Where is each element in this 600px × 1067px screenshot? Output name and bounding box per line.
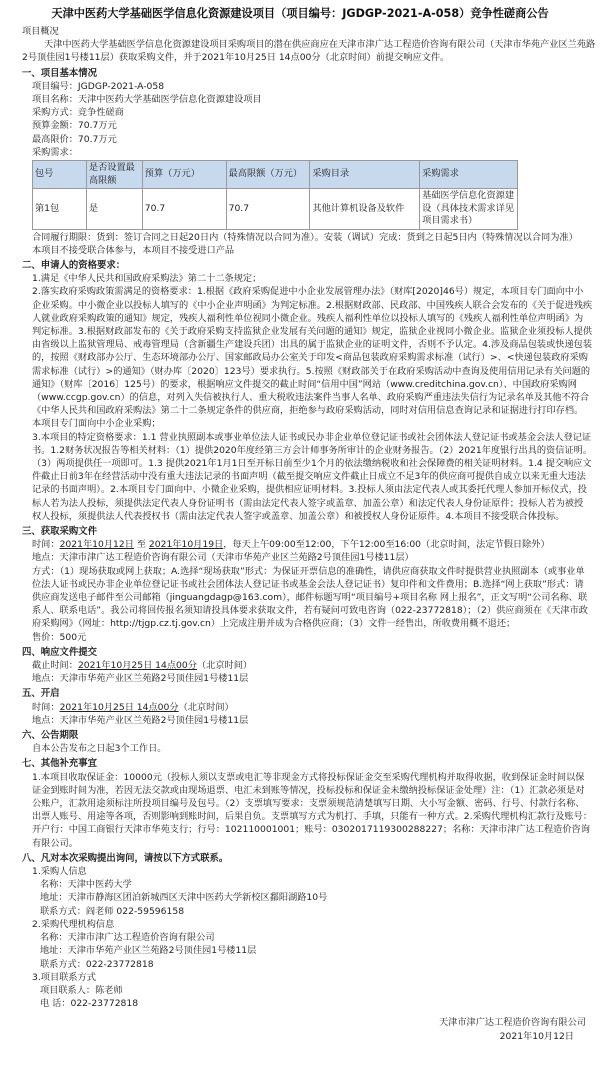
section-heading: 五、开启 bbox=[22, 688, 60, 700]
project-contact-person: 项目联系人：陈老师 bbox=[40, 984, 123, 996]
table-header-cell: 包号 bbox=[33, 161, 87, 189]
section-heading: 一、项目基本情况 bbox=[22, 67, 98, 79]
section-basic-info bbox=[0, 67, 600, 257]
table-row bbox=[33, 189, 518, 230]
consortium-note: 本项目不接受联合体参与，本项目不接受进口产品 bbox=[32, 244, 235, 256]
table-cell: 第1包 bbox=[33, 189, 87, 230]
obtain-time-suffix: ，每天上午09:00至12:00，下午12:00至16:00（北京时间，法定节假日除外） bbox=[223, 539, 550, 551]
obtain-start-date: 2021年10月12日 bbox=[59, 539, 134, 551]
table-cell: 70.7 bbox=[226, 189, 310, 230]
requirements-label: 采购需求： bbox=[32, 146, 78, 158]
section-heading: 二、申请人的资格要求： bbox=[22, 259, 126, 271]
submission-deadline bbox=[0, 659, 600, 672]
contact-block-title: 1.采购人信息 bbox=[32, 866, 87, 878]
table-cell: 是 bbox=[86, 189, 142, 230]
obtain-time-prefix: 时间： bbox=[32, 539, 60, 551]
qualification-item: 本项目专门面向中小企业采购； bbox=[32, 418, 161, 430]
agency-contact: 联系方式：022-23772818 bbox=[40, 958, 154, 970]
signature-date: 2021年10月12日 bbox=[499, 1030, 574, 1042]
deadline-date: 2021年10月25日 14点00分 bbox=[77, 660, 197, 672]
document-price: 售价：500元 bbox=[32, 631, 87, 643]
table-header-row bbox=[33, 161, 518, 189]
table-cell: 其他计算机设备及软件 bbox=[310, 189, 420, 230]
opening-date: 2021年10月25日 14点00分 bbox=[59, 701, 179, 713]
notice-period-text: 自本公告发布之日起3个工作日。 bbox=[32, 743, 167, 755]
section-obtain-documents bbox=[0, 525, 600, 644]
contact-block-title: 2.采购代理机构信息 bbox=[32, 918, 115, 930]
section-heading: 三、获取采购文件 bbox=[22, 526, 98, 537]
obtain-time-mid: 至 bbox=[133, 539, 149, 551]
deadline-suffix: （北京时间） bbox=[196, 660, 253, 672]
obtain-place: 地点：天津市津广达工程造价咨询有限公司（天津市华苑产业区兰苑路2号顶佳园1号楼11层） bbox=[32, 552, 414, 564]
obtain-method: 方式：（1）现场获取或网上获取；A.选择“现场获取”形式：为保证开票信息的准确性，请供应商获取文件时提供营业执照副本（或事业单位法人证书或民办非企业单位登记证书或社会团体法人登记证书或基金会法人登记证书）复印件和文件费用；B.选择“网上获取”形式：请供应商发送电子邮件至公司邮箱（jinguangdagp@163.com），邮件标题写明“项目编号+项目名称 网上报名”，正文写明“公司名称、联系人、联系电话”。我公司将回传报名须知请投具体要求获取文件，若有疑问可致电咨询（022-23772818）；（2）供应商须在《天津市政府采购网》（网址：http://tjgp.cz.tj.gov.cn）上完成注册并成为合格供应商；（3）文件一经售出，所收费用概不退还； bbox=[32, 565, 588, 630]
opening-time-prefix: 时间： bbox=[32, 701, 60, 713]
qualification-item: 1.满足《中华人民共和国政府采购法》第二十二条规定； bbox=[32, 273, 262, 285]
section-other-matters bbox=[0, 757, 600, 849]
purchaser-contact: 联系方式：阎老师 022-59596158 bbox=[40, 905, 185, 917]
section-heading: 八、凡对本次采购提出询问，请按以下方式联系。 bbox=[22, 852, 229, 864]
agency-name: 名称：天津市津广达工程造价咨询有限公司 bbox=[40, 932, 215, 944]
overview-text: 天津中医药大学基础医学信息化资源建设项目采购项目的潜在供应商应在天津市津广达工程造价咨询有限公司（天津市华苑产业区兰苑路2号顶佳园1号楼11层）获取采购文件，并于2021年10月25日 14点00分（北京时间）前提交响应文件。 bbox=[22, 39, 596, 64]
signature-org: 天津市津广达工程造价咨询有限公司 bbox=[439, 1017, 586, 1029]
qualification-item: 2.落实政府采购政策需满足的资格要求：1.根据《政府采购促进中小企业发展管理办法》（财库[2020]46号）规定，本项目专门面向中小企业采购。中小微企业以投标人填写的《中小企业声明函》为判定标准。2.根据财政部、民政部、中国残疾人联合会发布的《关于促进残疾人就业政府采购政策的通知》规定，残疾人福利性单位视同小微企业。残疾人福利性单位以投标人填写的《残疾人福利性单位声明函》为判定标准。3.根据财政部发布的《关于政府采购支持监狱企业发展有关问题的通知》规定，监狱企业视同小微企业。监狱企业须投标人提供由省级以上监狱管理局、戒毒管理局（含新疆生产建设兵团）出具的属于监狱企业的证明文件，否则不予认定。4.涉及商品包装或快递包装的，按照《财政部办公厅、生态环境部办公厅、国家邮政局办公室关于印发<商品包装政府采购需求标准（试行）>、<快递包装政府采购需求标准（试行）>的通知》（财办库〔2020〕123号）要求执行。5.按照《财政部关于在政府采购活动中查询及使用信用记录有关问题的通知》（财库〔2016〕125号）的要求，根据响应文件提交的截止时间“信用中国”网站（www.creditchina.gov.cn）、中国政府采购网（www.ccgp.gov.cn）的信息，对列入失信被执行人、重大税收违法案件当事人名单、政府采购严重违法失信行为记录名单及其他不符合《中华人民共和国政府采购法》第二十二条规定条件的供应商，拒绝参与政府采购活动，同时对信用信息查询记录和证据进行打印存档。 bbox=[32, 286, 593, 417]
purchaser-address: 地址：天津市静海区团泊新城西区天津中医药大学新校区鄱阳湖路10号 bbox=[40, 892, 328, 904]
overview-section bbox=[0, 25, 600, 65]
contact-block-title: 3.项目联系方式 bbox=[32, 971, 96, 983]
section-qualifications bbox=[0, 259, 600, 523]
table-cell: 70.7 bbox=[142, 189, 226, 230]
table-header-cell: 是否设置最高限额 bbox=[86, 161, 142, 189]
submission-place: 地点：天津市华苑产业区兰苑路2号顶佳园1号楼11层 bbox=[32, 673, 249, 685]
section-contacts bbox=[0, 852, 600, 1010]
opening-time bbox=[0, 701, 600, 714]
project-code: 项目编号：JGDGP-2021-A-058 bbox=[32, 80, 165, 92]
table-header-cell: 采购目录 bbox=[310, 161, 420, 189]
max-price: 最高限价：70.7万元 bbox=[32, 133, 117, 145]
section-heading: 四、响应文件提交 bbox=[22, 646, 98, 658]
signature-block bbox=[0, 1016, 600, 1042]
table-header-cell: 最高限额（万元） bbox=[226, 161, 310, 189]
section-submission bbox=[0, 646, 600, 686]
obtain-end-date: 2021年10月19日 bbox=[148, 539, 224, 551]
agency-address: 地址：天津市华苑产业区兰苑路2号顶佳园1号楼11层 bbox=[40, 945, 257, 957]
deadline-prefix: 截止时间： bbox=[32, 660, 78, 672]
table-header-cell: 采购需求 bbox=[420, 161, 518, 189]
project-contact-phone: 电 话：022-23772818 bbox=[40, 998, 139, 1010]
section-heading: 六、公告期限 bbox=[22, 730, 79, 742]
other-matters-text: 1.本项目收取保证金：10000元（投标人须以支票或电汇等非现金方式将投标保证金交至采购代理机构并取得收据，收到保证金时间以保证金到账时间为准，若因无法交款或由现场退票、电汇未到账等情况，投标投标和保证金未缴纳投标保证金处理）注：（1）汇款必须是对公账户，汇款用途须标注所投项目编号及包号。（2）支票填写要求：支票须规范清楚填写日期、大小写金额、密码、行号、付款行名称、出票人账号、用途等各项，否则影响到账时间，后果自负。支票填写方式为机打、手填，只能有一种方式。2.采购代理机构汇款行及账号：开户行：中国工商银行天津市华苑支行；行号：102110001001；账号：0302017119300288227；名称：天津市津广达工程造价咨询有限公司。 bbox=[32, 771, 593, 849]
project-name: 项目名称：天津中医药大学基础医学信息化资源建设项目 bbox=[32, 94, 262, 106]
section-heading: 七、其他补充事宜 bbox=[22, 758, 98, 770]
procurement-method: 采购方式：竞争性磋商 bbox=[32, 107, 124, 119]
requirements-table bbox=[32, 160, 518, 230]
table-header-cell: 预算（万元） bbox=[142, 161, 226, 189]
contract-period: 合同履行期限：货到：签订合同之日起20日内（特殊情况以合同为准）。安装（调试）完成：货到之日起5日内（特殊情况以合同为准） bbox=[32, 231, 578, 243]
section-notice-period bbox=[0, 729, 600, 755]
obtain-time bbox=[0, 538, 600, 551]
opening-place: 地点：天津市华苑产业区兰苑路2号顶佳园1号楼11层 bbox=[32, 714, 249, 726]
qualification-item: 3.本项目的特定资格要求：1.1 营业执照副本或事业单位法人证书或民办非企业单位登记证书或社会团体法人登记证书或基金会法人登记证书。1.2财务状况报告等相关材料：（1）提供2020年度经第三方会计师事务所审计的企业财务报告。（2）2021年度银行出具的资信证明。（3）两项提供任一项即可。1.3 提供2021年1月1日至开标日前至少1个月的依法缴纳税收和社会保障费的相关证明材料。1.4 提交响应文件截止日前3年在经营活动中没有重大违法记录的书面声明（截至提交响应文件截止日成立不足3年的供应商可提供自成立以来无重大违法记录的书面声明）。2.本项目专门面向中、小微企业采购，提供相应证明材料。3.投标人须由法定代表人或其委托代理人参加开标仪式，投标人若为法人投标，须提供法定代表人身份证明书（需由法定代表人签字或盖章、加盖公章）和法定代表人身份证原件；投标人若为被授权人投标，须提供法人代表授权书（需由法定代表人签字或盖章、加盖公章）和被授权人身份证原件。4.本项目不接受联合体投标。 bbox=[32, 431, 592, 522]
opening-time-suffix: （北京时间） bbox=[178, 701, 234, 713]
budget-amount: 预算金额：70.7万元 bbox=[32, 120, 117, 132]
overview-label: 项目概况 bbox=[22, 26, 59, 37]
page-title: 天津中医药大学基础医学信息化资源建设项目（项目编号：JGDGP-2021-A-058）竞争性磋商公告 bbox=[51, 7, 549, 20]
table-cell: 基础医学信息化资源建设（具体技术需求详见项目需求书） bbox=[420, 189, 518, 230]
purchaser-name: 名称：天津中医药大学 bbox=[40, 879, 132, 891]
section-opening bbox=[0, 687, 600, 727]
